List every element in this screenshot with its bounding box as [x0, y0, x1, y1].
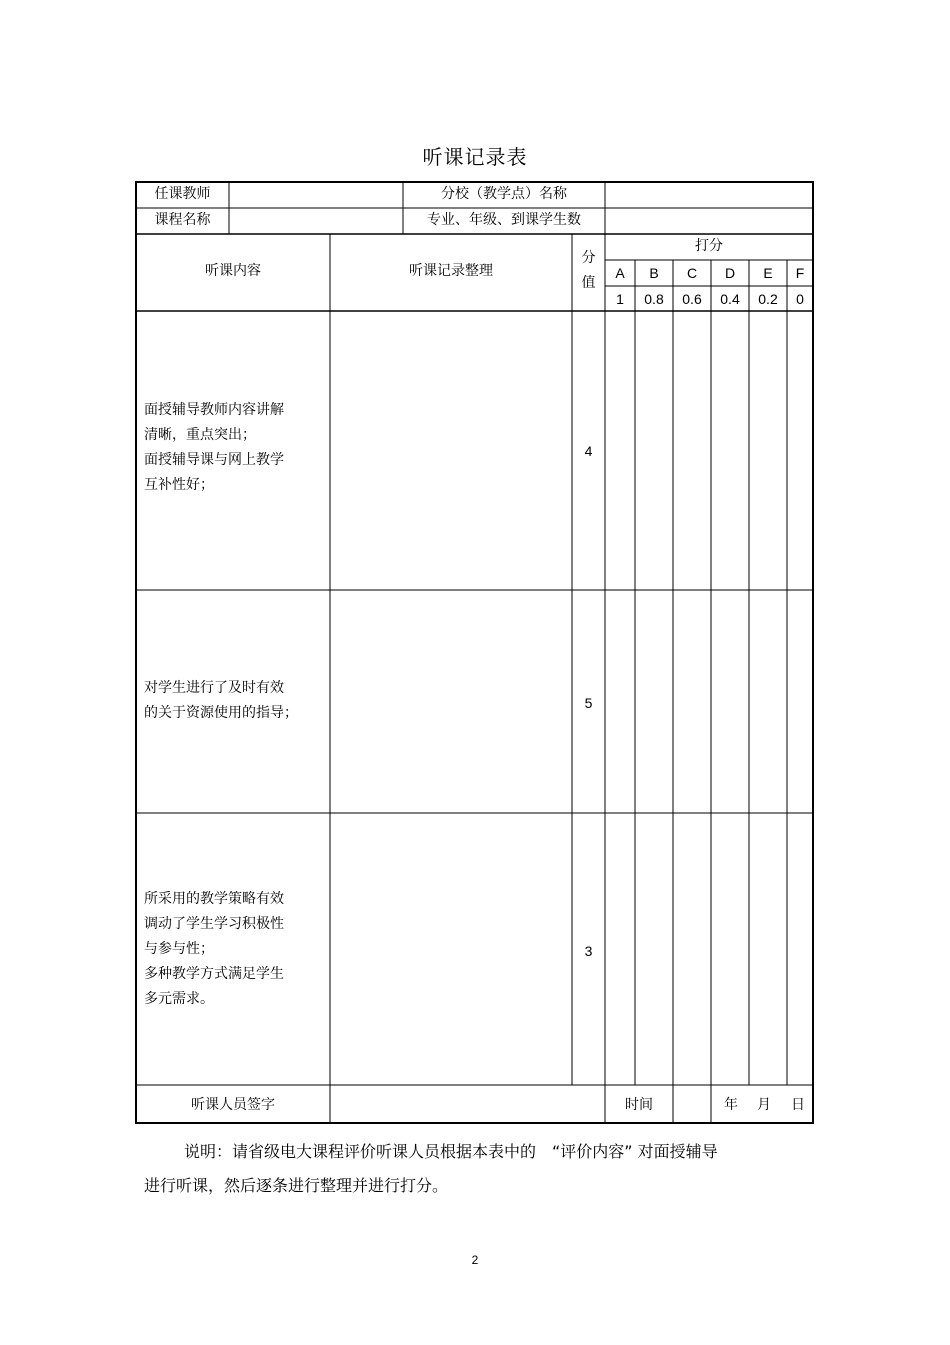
- grade-b: B: [649, 265, 659, 281]
- grade-f: F: [795, 265, 805, 281]
- row-1-points: 4: [584, 443, 593, 459]
- branch-label: 分校（教学点）名称: [441, 186, 567, 202]
- time-label: 时间: [625, 1097, 653, 1113]
- year-label: 年: [724, 1097, 738, 1113]
- form-title: 听课记录表: [422, 145, 528, 169]
- record-column-header: 听课记录整理: [409, 263, 493, 279]
- page-number: 2: [471, 1253, 479, 1267]
- weight-f: 0: [796, 291, 804, 307]
- note-line-1: 说明：请省级电大课程评价听课人员根据本表中的 “评价内容” 对面授辅导: [184, 1142, 718, 1161]
- row-2-points: 5: [584, 695, 593, 711]
- course-label: 课程名称: [154, 212, 211, 228]
- note-line-2: 进行听课，然后逐条进行整理并进行打分。: [144, 1176, 449, 1195]
- row-2-content: 对学生进行了及时有效 的关于资源使用的指导；: [144, 680, 298, 721]
- grade-e: E: [763, 265, 773, 281]
- signature-label: 听课人员签字: [191, 1097, 275, 1113]
- score-header: 打分: [695, 238, 723, 254]
- weight-c: 0.6: [682, 291, 702, 307]
- grade-c: C: [686, 265, 698, 281]
- grade-d: D: [724, 265, 736, 281]
- day-label: 日: [791, 1097, 805, 1113]
- points-header-bottom: 值: [581, 275, 596, 291]
- row-3-content: 所采用的教学策略有效 调动了学生学习积极性 与参与性； 多种教学方式满足学生 多元需求。: [144, 891, 284, 1007]
- content-column-header: 听课内容: [205, 263, 261, 279]
- grade-a: A: [615, 265, 625, 281]
- weight-d: 0.4: [720, 291, 740, 307]
- row-1-content: 面授辅导教师内容讲解 清晰，重点突出； 面授辅导课与网上教学 互补性好；: [144, 402, 284, 493]
- major-label: 专业、年级、到课学生数: [427, 212, 581, 228]
- teacher-label: 任课教师: [154, 186, 211, 202]
- weight-e: 0.2: [758, 291, 778, 307]
- weight-b: 0.8: [644, 291, 664, 307]
- weight-a: 1: [616, 291, 624, 307]
- signature-field[interactable]: [333, 1096, 603, 1116]
- instruction-note: [144, 1135, 824, 1203]
- points-header-top: 分: [581, 250, 596, 266]
- month-label: 月: [757, 1097, 771, 1113]
- row-3-points: 3: [584, 943, 593, 959]
